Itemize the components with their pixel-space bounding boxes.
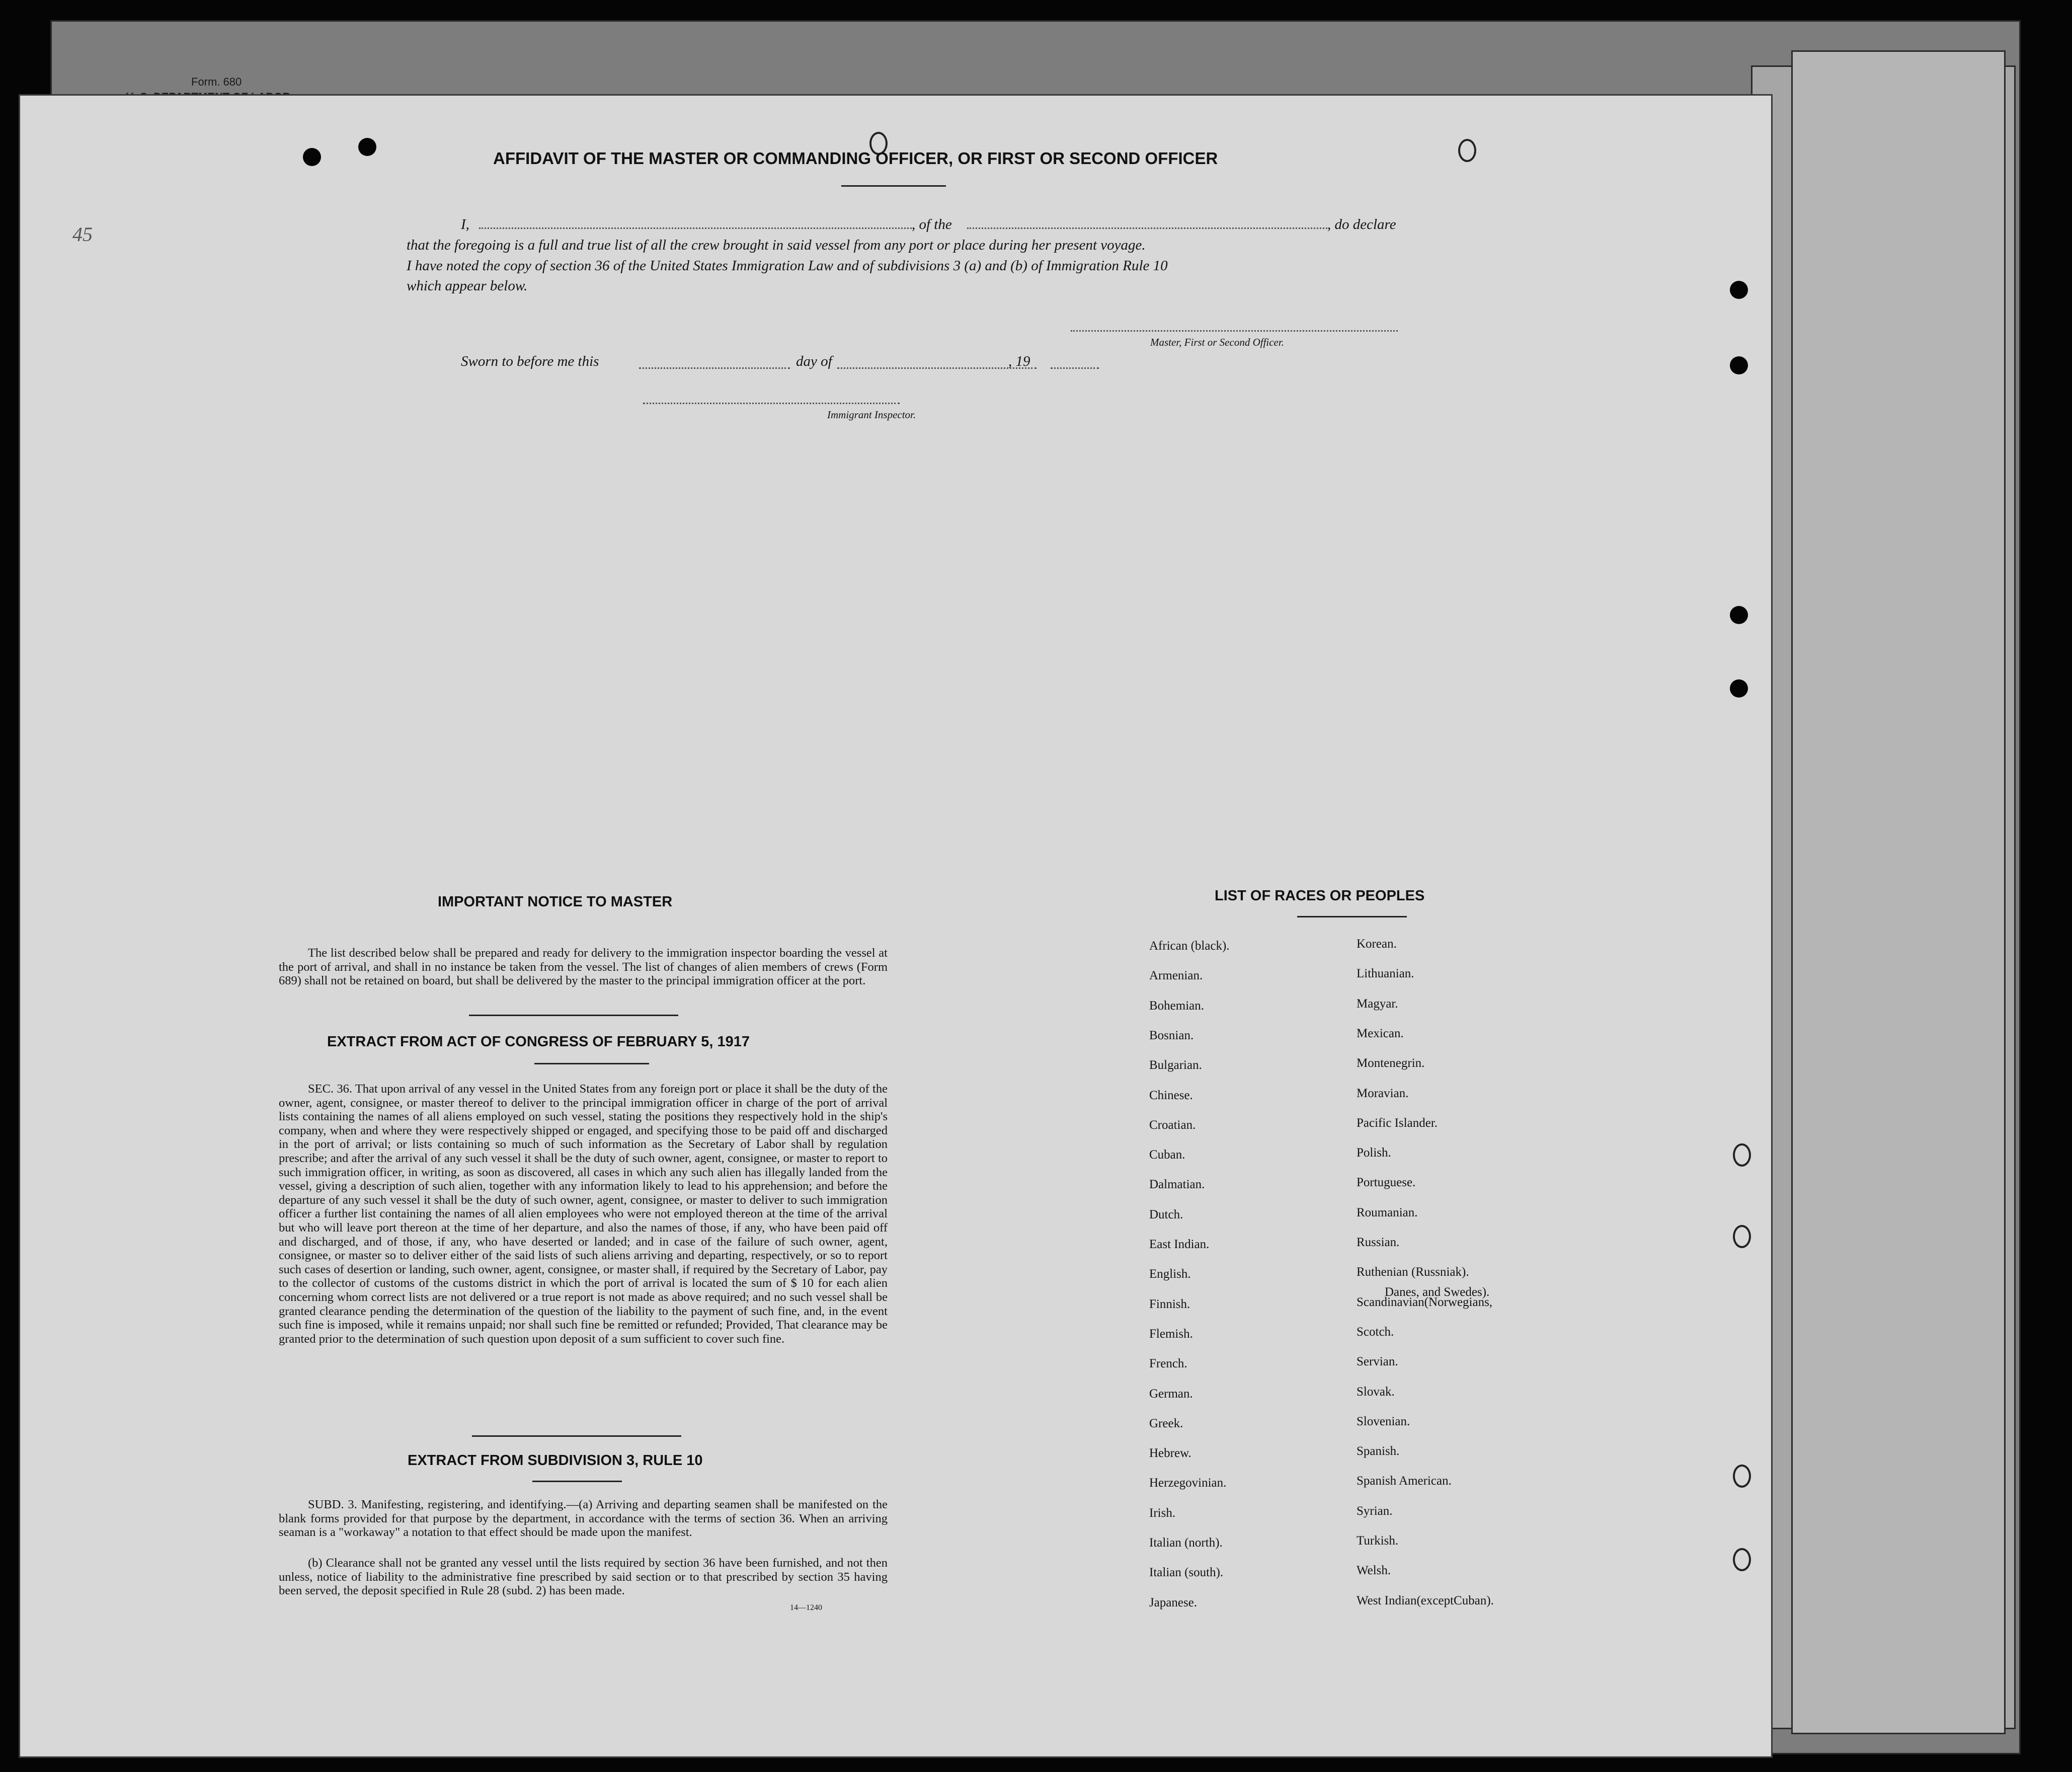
name-blank[interactable] <box>479 227 912 229</box>
race-item: Polish. <box>1357 1146 1391 1160</box>
race-item: Roumanian. <box>1357 1206 1418 1219</box>
print-code: 14—1240 <box>790 1603 822 1612</box>
rule-title-rule <box>532 1481 622 1482</box>
notice-title: IMPORTANT NOTICE TO MASTER <box>438 894 673 910</box>
ring-mark <box>1733 1548 1751 1571</box>
sworn-year-blank[interactable] <box>1051 367 1099 369</box>
notice-body: The list described below shall be prepared and ready for delivery to the immigration inspector boarding the vessel at the port of arrival, and shall in no instance be taken from the vessel. The list of changes of alien members of crews (Form 689) shall not be retained on board, but shall be delivered by the master to the principal immigration officer at the port. <box>279 946 888 988</box>
ring-mark <box>1458 139 1476 162</box>
race-item: Spanish American. <box>1357 1474 1452 1488</box>
race-item: Magyar. <box>1357 997 1398 1011</box>
race-item: Finnish. <box>1149 1297 1190 1311</box>
race-item: East Indian. <box>1149 1238 1210 1251</box>
sworn-day-blank[interactable] <box>639 367 790 369</box>
race-item: Cuban. <box>1149 1148 1185 1162</box>
act-extract-body: SEC. 36. That upon arrival of any vessel in the United States from any foreign port or place it shall be the duty of the owner, agent, consignee, or master thereof to deliver to the principal immigration officer in charge of the port of arrival lists containing the names of all aliens employed on such vessel, stating the positions they respectively hold in the ship's company, when and where they were respectively shipped or engaged, and specifying those to be paid off and discharged in the port of arrival; or lists containing so much of such information as the Secretary of Labor shall by regulation prescribe; and after the arrival of any such vessel it shall be the duty of such owner, agent, consignee, or master to report to such immigration officer, in writing, as soon as discovered, all cases in which any such alien has illegally landed from the vessel, giving a description of such alien, together with any information likely to lead to his apprehension; and before the departure of any such vessel it shall be the duty of such owner, agent, consignee, or master to deliver to such immigration officer a further list containing the names of all alien employees who were not employed thereon at the time of the arrival but who will leave port thereon at the time of her departure, and also the names of those, if any, who have been paid off and discharged, and of those, if any, who have deserted or landed; and in case of the failure of such owner, agent, consignee, or master so to deliver either of the said lists of such aliens arriving and departing, respectively, or so to report such cases of desertion or landing, such owner, agent, consignee, or master shall, if required by the Secretary of Labor, pay to the collector of customs of the customs district in which the port of arrival is located the sum of $ 10 for each alien concerning whom correct lists are not delivered or a true report is not made as above required; and no such vessel shall be granted clearance pending the determination of the question of the liability to the payment of such fine, and, in the event such fine is imposed, while it remains unpaid; nor shall such fine be remitted or refunded; Provided, That clearance may be granted prior to the determination of such question upon deposit of a sum sufficient to cover such fine. <box>279 1082 888 1346</box>
sworn-day-of-label: day of <box>796 353 832 369</box>
sworn-month-blank[interactable] <box>837 367 1037 369</box>
race-item: Dalmatian. <box>1149 1178 1205 1191</box>
race-item: Syrian. <box>1357 1504 1393 1518</box>
race-item: Bulgarian. <box>1149 1058 1202 1072</box>
ring-mark <box>1733 1143 1751 1167</box>
race-item: French. <box>1149 1357 1187 1370</box>
race-item: Irish. <box>1149 1506 1176 1520</box>
declaration-line-2: that the foregoing is a full and true list of all the crew brought in said vessel from any port or place during her present voyage. <box>407 237 1146 253</box>
race-item: Scotch. <box>1357 1325 1394 1339</box>
do-declare-label: , do declare <box>1327 216 1396 233</box>
form-page <box>20 96 1771 1756</box>
race-item: Greek. <box>1149 1417 1183 1430</box>
punch-hole <box>358 138 376 156</box>
signature-label: Master, First or Second Officer. <box>1150 336 1284 348</box>
rule-extract-title: EXTRACT FROM SUBDIVISION 3, RULE 10 <box>408 1452 703 1469</box>
act-title-rule <box>534 1063 649 1064</box>
race-item: Russian. <box>1357 1236 1400 1249</box>
rule-paragraph-a: SUBD. 3. Manifesting, registering, and identifying.—(a) Arriving and departing seamen shall be manifested on the blank forms provided for that purpose by the department, in accordance with the terms of section 36. When an arriving seaman is a "workaway" a notation to that effect should be made upon the manifest. <box>279 1498 888 1539</box>
notice-rule <box>469 1015 678 1016</box>
race-item: German. <box>1149 1387 1193 1401</box>
race-item: Moravian. <box>1357 1087 1409 1100</box>
race-item: Spanish. <box>1357 1444 1400 1458</box>
race-item: Mexican. <box>1357 1027 1404 1040</box>
race-item: Italian (north). <box>1149 1536 1223 1550</box>
race-item: Italian (south). <box>1149 1566 1224 1579</box>
race-item: Hebrew. <box>1149 1446 1191 1460</box>
title-rule <box>841 185 946 187</box>
of-the-label: , of the <box>912 216 952 233</box>
punch-hole <box>1730 281 1748 299</box>
race-item: Bohemian. <box>1149 999 1205 1013</box>
race-item: English. <box>1149 1267 1191 1281</box>
race-item: Japanese. <box>1149 1596 1198 1609</box>
punch-hole <box>303 148 321 166</box>
act-rule <box>472 1435 681 1437</box>
inspector-label: Immigrant Inspector. <box>827 409 916 421</box>
race-item: Korean. <box>1357 937 1397 951</box>
act-extract-title: EXTRACT FROM ACT OF CONGRESS OF FEBRUARY 5, 1917 <box>327 1034 750 1050</box>
race-item: West Indian(exceptCuban). <box>1357 1594 1494 1607</box>
race-item: Croatian. <box>1149 1118 1196 1132</box>
declaration-line-3: I have noted the copy of section 36 of the United States Immigration Law and of subdivisions 3 (a) and (b) of Immigration Rule 10 <box>407 258 1168 274</box>
race-item: Armenian. <box>1149 969 1203 982</box>
race-item: Welsh. <box>1357 1564 1391 1577</box>
race-item: Dutch. <box>1149 1208 1183 1221</box>
margin-note: 45 <box>72 223 93 246</box>
underlying-page-edge-2 <box>1791 50 2006 1734</box>
signature-blank[interactable] <box>1071 330 1398 332</box>
race-item: Portuguese. <box>1357 1176 1416 1189</box>
declaration-i: I, <box>461 216 469 233</box>
affidavit-title: AFFIDAVIT OF THE MASTER OR COMMANDING OFFICER, OR FIRST OR SECOND OFFICER <box>493 149 1218 168</box>
form-number: Form. 680 <box>191 75 242 88</box>
race-continuation: Danes, and Swedes). <box>1385 1285 1490 1299</box>
race-item: African (black). <box>1149 939 1230 953</box>
races-title-rule <box>1297 916 1407 917</box>
race-item: Chinese. <box>1149 1089 1193 1102</box>
declaration-line-4: which appear below. <box>407 278 528 294</box>
race-item: Bosnian. <box>1149 1029 1194 1042</box>
punch-hole <box>1730 356 1748 374</box>
race-item: Herzegovinian. <box>1149 1476 1227 1490</box>
inspector-signature-blank[interactable] <box>643 403 900 404</box>
ring-mark <box>1733 1225 1751 1248</box>
race-item: Montenegrin. <box>1357 1056 1425 1070</box>
race-item: Lithuanian. <box>1357 967 1414 980</box>
race-item: Servian. <box>1357 1355 1398 1368</box>
race-item: Turkish. <box>1357 1534 1399 1548</box>
race-item: Scandinavian(Norwegians, <box>1357 1295 1493 1309</box>
punch-hole <box>1730 606 1748 624</box>
race-item: Flemish. <box>1149 1327 1193 1341</box>
vessel-blank[interactable] <box>967 227 1327 229</box>
race-item: Ruthenian (Russniak). <box>1357 1265 1469 1279</box>
race-item: Slovak. <box>1357 1385 1395 1399</box>
rule-paragraph-b: (b) Clearance shall not be granted any vessel until the lists required by section 36 have been furnished, and not then unless, notice of liability to the administrative fine prescribed by said section or to that prescribed by section 35 having been served, the deposit specified in Rule 28 (subd. 2) has been made. <box>279 1556 888 1598</box>
sworn-label: Sworn to before me this <box>461 353 599 369</box>
races-title: LIST OF RACES OR PEOPLES <box>1215 888 1425 904</box>
ring-mark <box>1733 1465 1751 1488</box>
race-item: Slovenian. <box>1357 1415 1410 1428</box>
punch-hole <box>1730 679 1748 698</box>
race-item: Pacific Islander. <box>1357 1116 1438 1130</box>
sworn-year-label: , 19 <box>1008 353 1030 369</box>
